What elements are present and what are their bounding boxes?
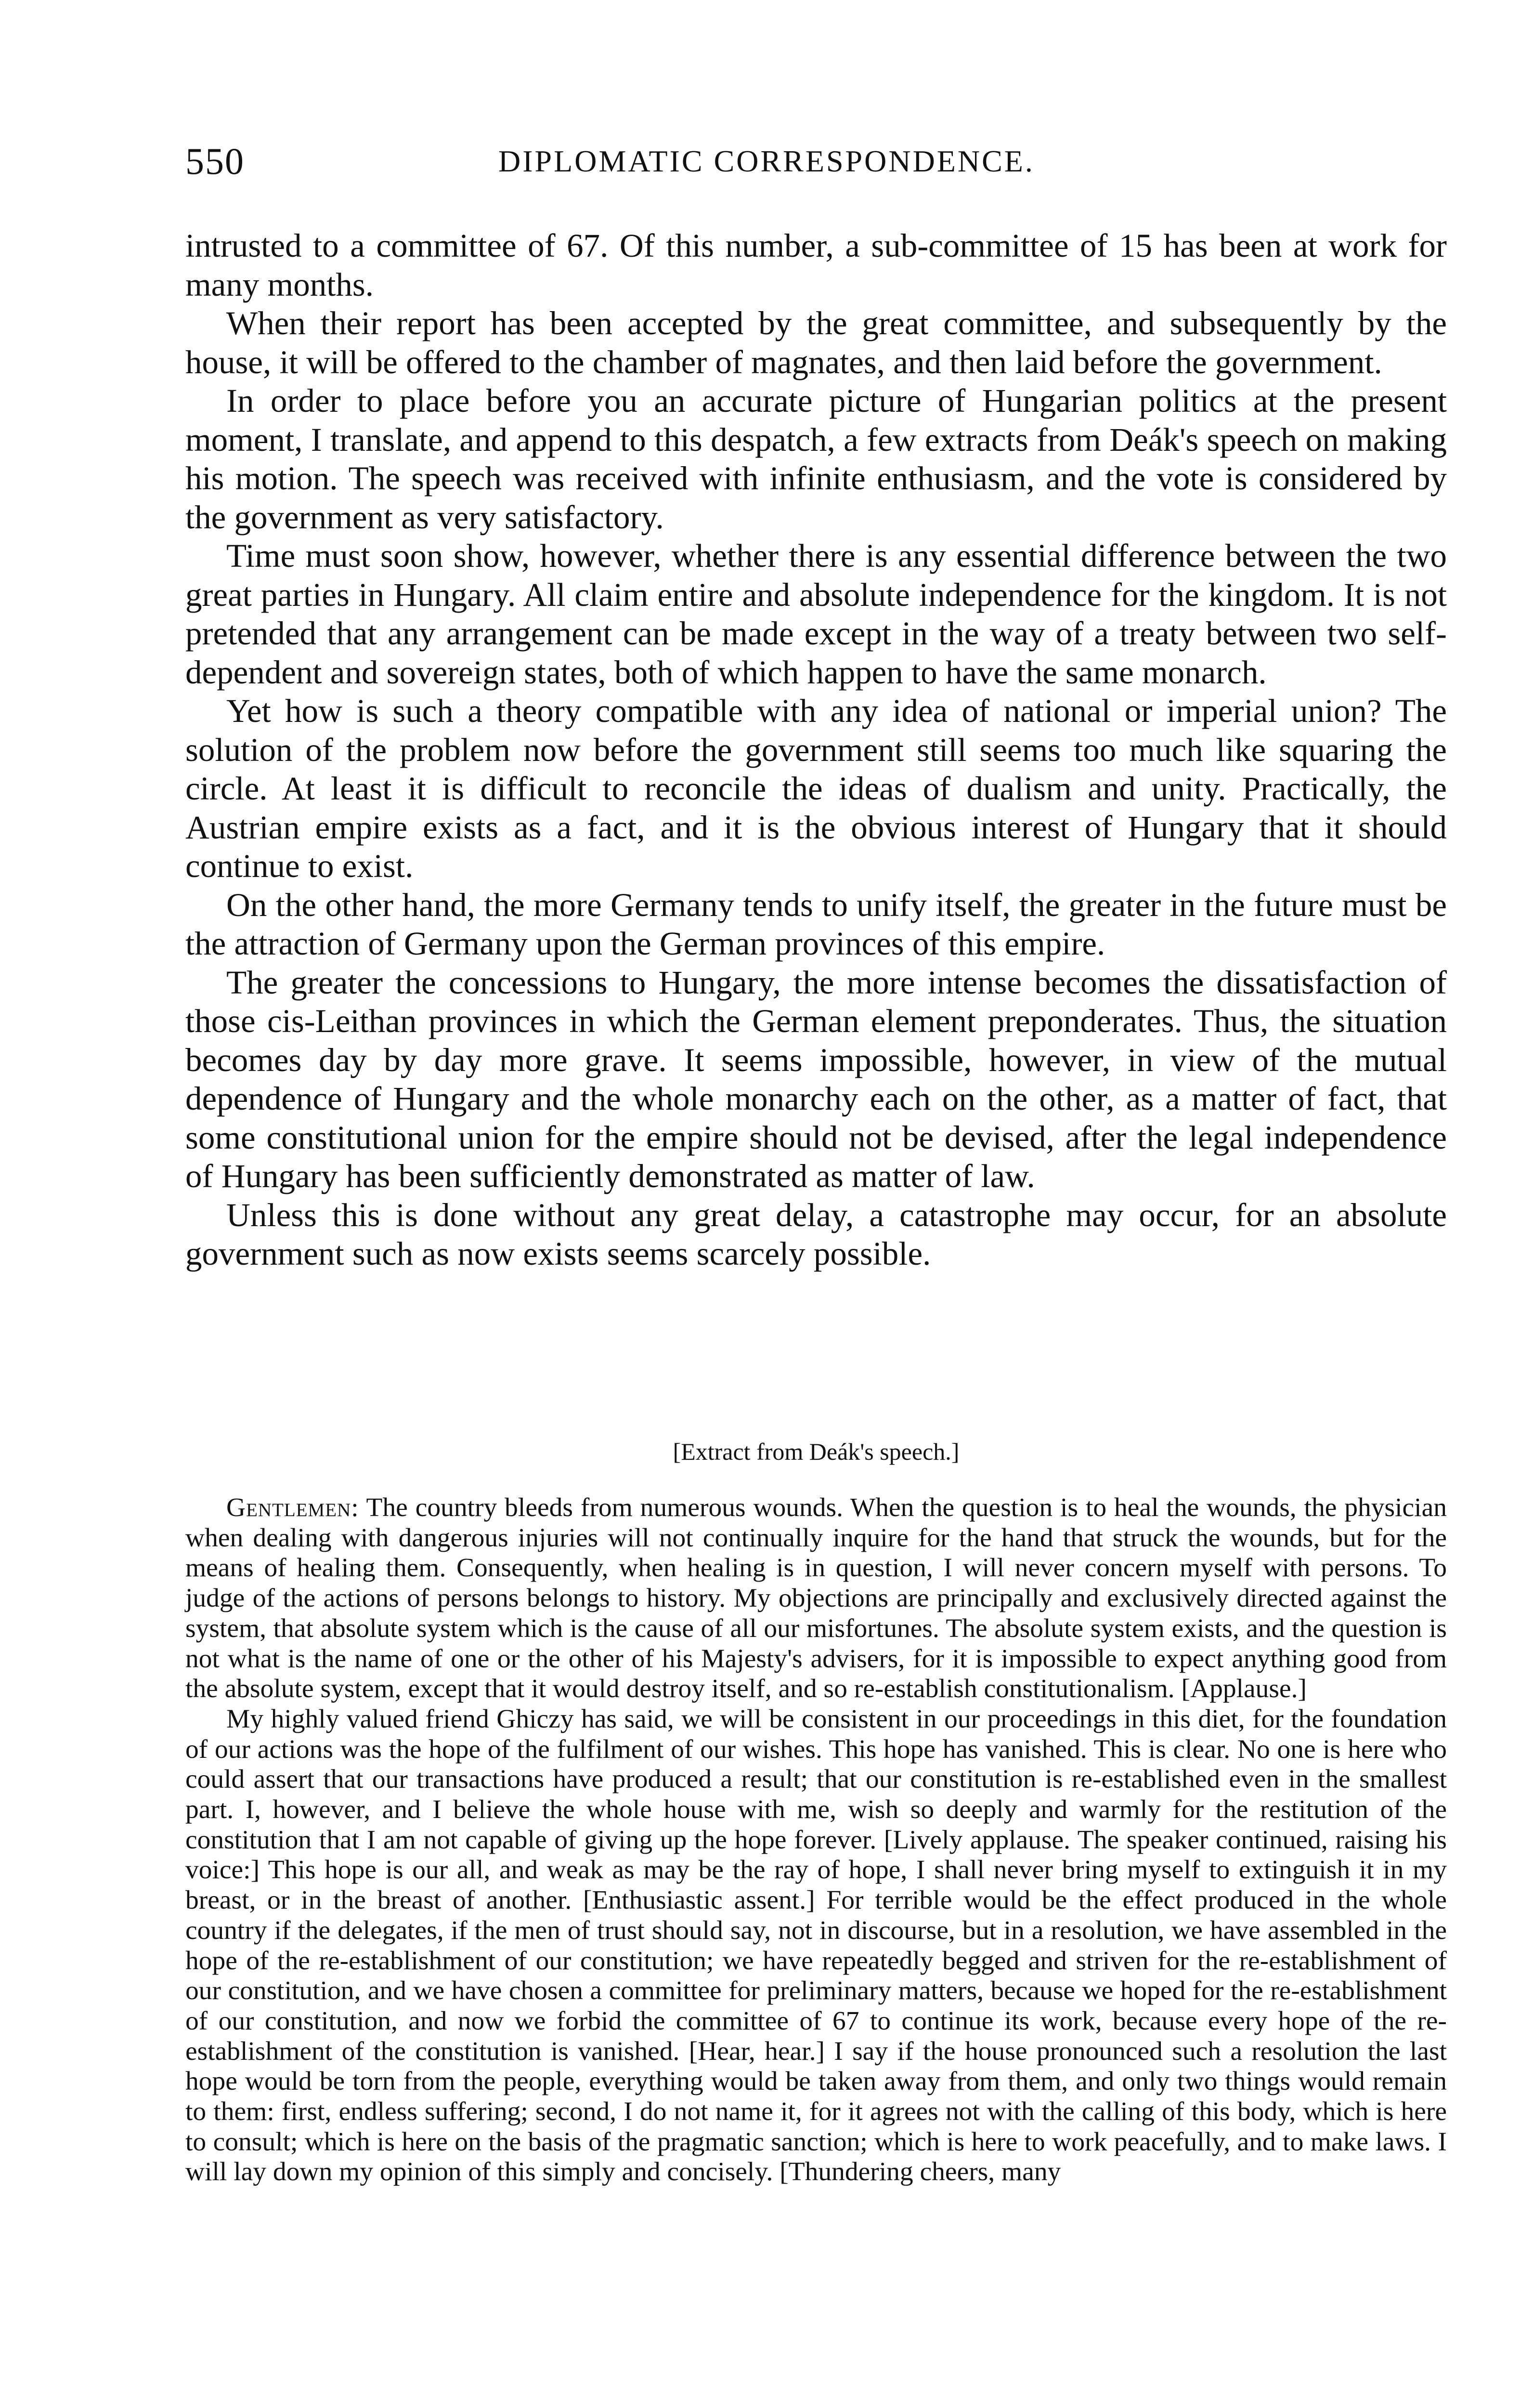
salutation: Gentlemen:: [226, 1493, 359, 1522]
speech-extract: [185, 1493, 1447, 2187]
paragraph-1: intrusted to a committee of 67. Of this number, a sub-committee of 15 has been at work for many months.: [185, 227, 1447, 303]
paragraph-2: When their report has been accepted by the great committee, and subsequently by the house, it will be offered to the chamber of magnates, and then laid before the government.: [185, 305, 1447, 380]
page-header: [185, 140, 1447, 193]
paragraph-4: Time must soon show, however, whether there is any essential difference between the two great parties in Hungary. All claim entire and absolute independence for the kingdom. It is not pretended that any arrangement can be made except in the way of a treaty between two self-dependent and sovereign states, both of which happen to have the same monarch.: [185, 537, 1447, 691]
extract-paragraph-1: [185, 1493, 1447, 1704]
running-title: DIPLOMATIC CORRESPONDENCE.: [498, 144, 1035, 178]
main-text: [185, 226, 1447, 1273]
extract-paragraph-2: My highly valued friend Ghiczy has said, we will be consistent in our proceedings in this diet, for the foundation of our actions was the hope of the fulfilment of our wishes. This hope has vanished. This is clear. No one is here who could assert that our transactions have produced a result; that our constitution is re-established even in the smallest part. I, however, and I believe the whole house with me, wish so deeply and warmly for the restitution of the constitution that I am not capable of giving up the hope forever. [Lively applause. The speaker continued, raising his voice:] This hope is our all, and weak as may be the ray of hope, I shall never bring myself to extinguish it in my breast, or in the breast of another. [Enthusiastic assent.] For terrible would be the effect produced in the whole country if the delegates, if the men of trust should say, not in discourse, but in a resolution, we have assembled in the hope of the re-establishment of our constitution; we have repeatedly begged and striven for the re-establishment of our constitution, and we have chosen a committee for preliminary matters, because we hoped for the re-establishment of our constitution, and now we forbid the committee of 67 to continue its work, because every hope of the re-establishment of the constitution is vanished. [Hear, hear.] I say if the house pronounced such a resolution the last hope would be torn from the people, everything would be taken away from them, and only two things would remain to them: first, endless suffering; second, I do not name it, for it agrees not with the calling of this body, which is here to consult; which is here on the basis of the pragmatic sanction; which is here to work peacefully, and to make laws. I will lay down my opinion of this simply and concisely. [Thundering cheers, many: [185, 1704, 1447, 2187]
paragraph-7: The greater the concessions to Hungary, the more intense becomes the dissatisfaction of those cis-Leithan provinces in which the German element preponderates. Thus, the situation becomes day by day more grave. It seems impossible, however, in view of the mutual dependence of Hungary and the whole monarchy each on the other, as a matter of fact, that some constitutional union for the empire should not be devised, after the legal independence of Hungary has been sufficiently demonstrated as matter of law.: [185, 964, 1447, 1194]
paragraph-3: In order to place before you an accurate picture of Hungarian politics at the present moment, I translate, and append to this despatch, a few extracts from Deák's speech on making his motion. The speech was received with infinite enthusiasm, and the vote is considered by the government as very satisfactory.: [185, 382, 1447, 536]
paragraph-5: Yet how is such a theory compatible with any idea of national or imperial union? The solution of the problem now before the government still seems too much like squaring the circle. At least it is difficult to reconcile the ideas of dualism and unity. Practically, the Austrian empire exists as a fact, and it is the obvious interest of Hungary that it should continue to exist.: [185, 693, 1447, 884]
paragraph-8: Unless this is done without any great delay, a catastrophe may occur, for an absolute government such as now exists seems scarcely possible.: [185, 1196, 1447, 1272]
paragraph-6: On the other hand, the more Germany tends to unify itself, the greater in the future must be the attraction of Germany upon the German provinces of this empire.: [185, 886, 1447, 962]
extract-paragraph-1-text: The country bleeds from numerous wounds. When the question is to heal the wounds, the physician when dealing with dangerous injuries will not continually inquire for the hand that struck the wounds, but for the means of healing them. Consequently, when healing is in question, I will never concern myself with persons. To judge of the actions of persons belongs to history. My objections are principally and exclusively directed against the system, that absolute system which is the cause of all our misfortunes. The absolute system exists, and the question is not what is the name of one or the other of his Majesty's advisers, for it is impossible to expect anything good from the absolute system, except that it would destroy itself, and so re-establish constitutionalism. [Applause.]: [185, 1493, 1447, 1704]
extract-heading: [Extract from Deák's speech.]: [673, 1438, 960, 1465]
page-number: 550: [185, 140, 245, 182]
